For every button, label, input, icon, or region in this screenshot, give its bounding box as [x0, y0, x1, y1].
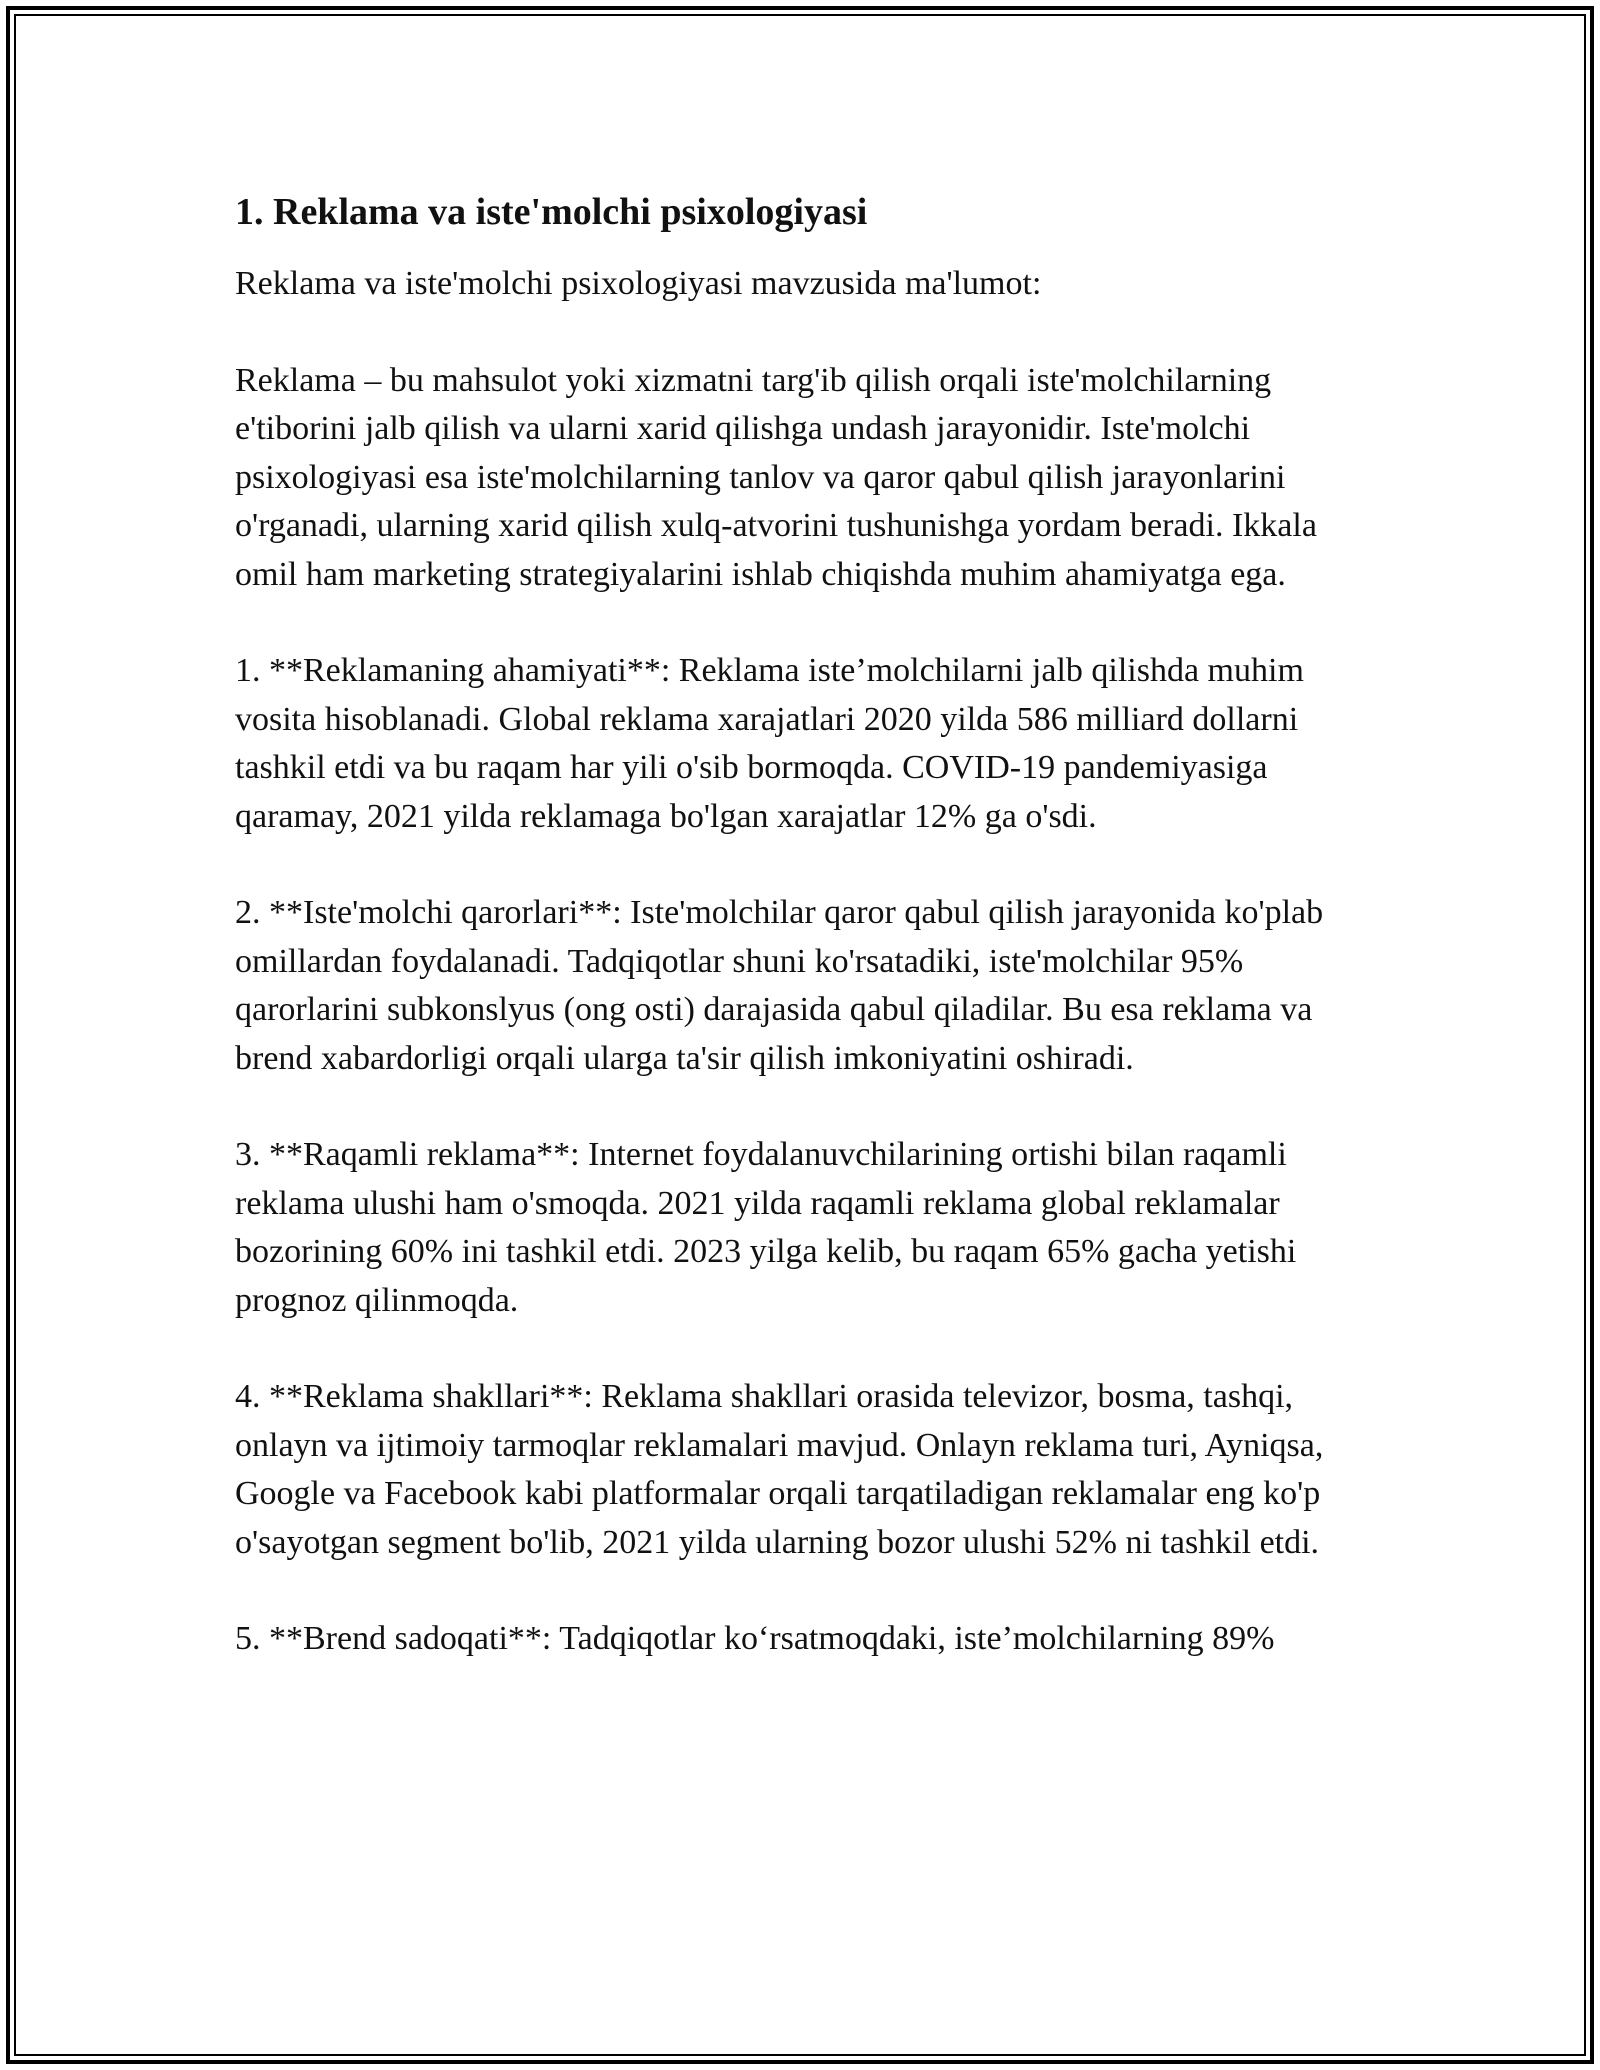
paragraph-item-2: 2. **Iste'molchi qarorlari**: Iste'molchilar qaror qabul qilish jarayonida ko'plab omillardan foydalanadi. Tadqiqotlar shuni ko'rsatadiki, iste'molchilar 95% qarorlarini subkonslyus (ong osti) darajasida qabul qiladilar. Bu esa reklama va brend xabardorligi orqali ularga ta'sir qilish imkoniyatini oshiradi. — [235, 894, 1324, 1077]
paragraph-definition: Reklama – bu mahsulot yoki xizmatni targ'ib qilish orqali iste'molchilarning e'tiborini jalb qilish va ularni xarid qilishga undash jarayonidir. Iste'molchi psixologiyasi esa iste'molchilarning tanlov va qaror qabul qilish jarayonlarini o'rganadi, ularning xarid qilish xulq-atvorini tushunishga yordam beradi. Ikkala omil ham marketing strategiyalarini ishlab chiqishda muhim ahamiyatga ega. — [235, 361, 1317, 593]
paragraph-item-3: 3. **Raqamli reklama**: Internet foydalanuvchilarining ortishi bilan raqamli reklama ulushi ham o'smoqda. 2021 yilda raqamli reklama global reklamalar bozorining 60% ini tashkil etdi. 2023 yilga kelib, bu raqam 65% gacha yetishi prognoz qilinmoqda. — [235, 1136, 1297, 1319]
intro-paragraph: Reklama va iste'molchi psixologiyasi mavzusida ma'lumot: — [235, 265, 1042, 302]
paragraph-item-5: 5. **Brend sadoqati**: Tadqiqotlar ko‘rsatmoqdaki, iste’molchilarning 89% — [235, 1620, 1275, 1657]
document-heading: 1. Reklama va iste'molchi psixologiyasi — [235, 191, 868, 233]
paragraph-item-4: 4. **Reklama shakllari**: Reklama shakllari orasida televizor, bosma, tashqi, onlayn va ijtimoiy tarmoqlar reklamalari mavjud. Onlayn reklama turi, Ayniqsa, Google va Facebook kabi platformalar orqali tarqatiladigan reklamalar eng ko'p o'sayotgan segment bo'lib, 2021 yilda ularning bozor ulushi 52% ni tashkil etdi. — [235, 1378, 1324, 1561]
document-body — [235, 188, 1375, 1712]
paragraph-item-1: 1. **Reklamaning ahamiyati**: Reklama iste’molchilarni jalb qilishda muhim vosita hisoblanadi. Global reklama xarajatlari 2020 yilda 586 milliard dollarni tashkil etdi va bu raqam har yili o'sib bormoqda. COVID-19 pandemiyasiga qaramay, 2021 yilda reklamaga bo'lgan xarajatlar 12% ga o'sdi. — [235, 652, 1304, 835]
